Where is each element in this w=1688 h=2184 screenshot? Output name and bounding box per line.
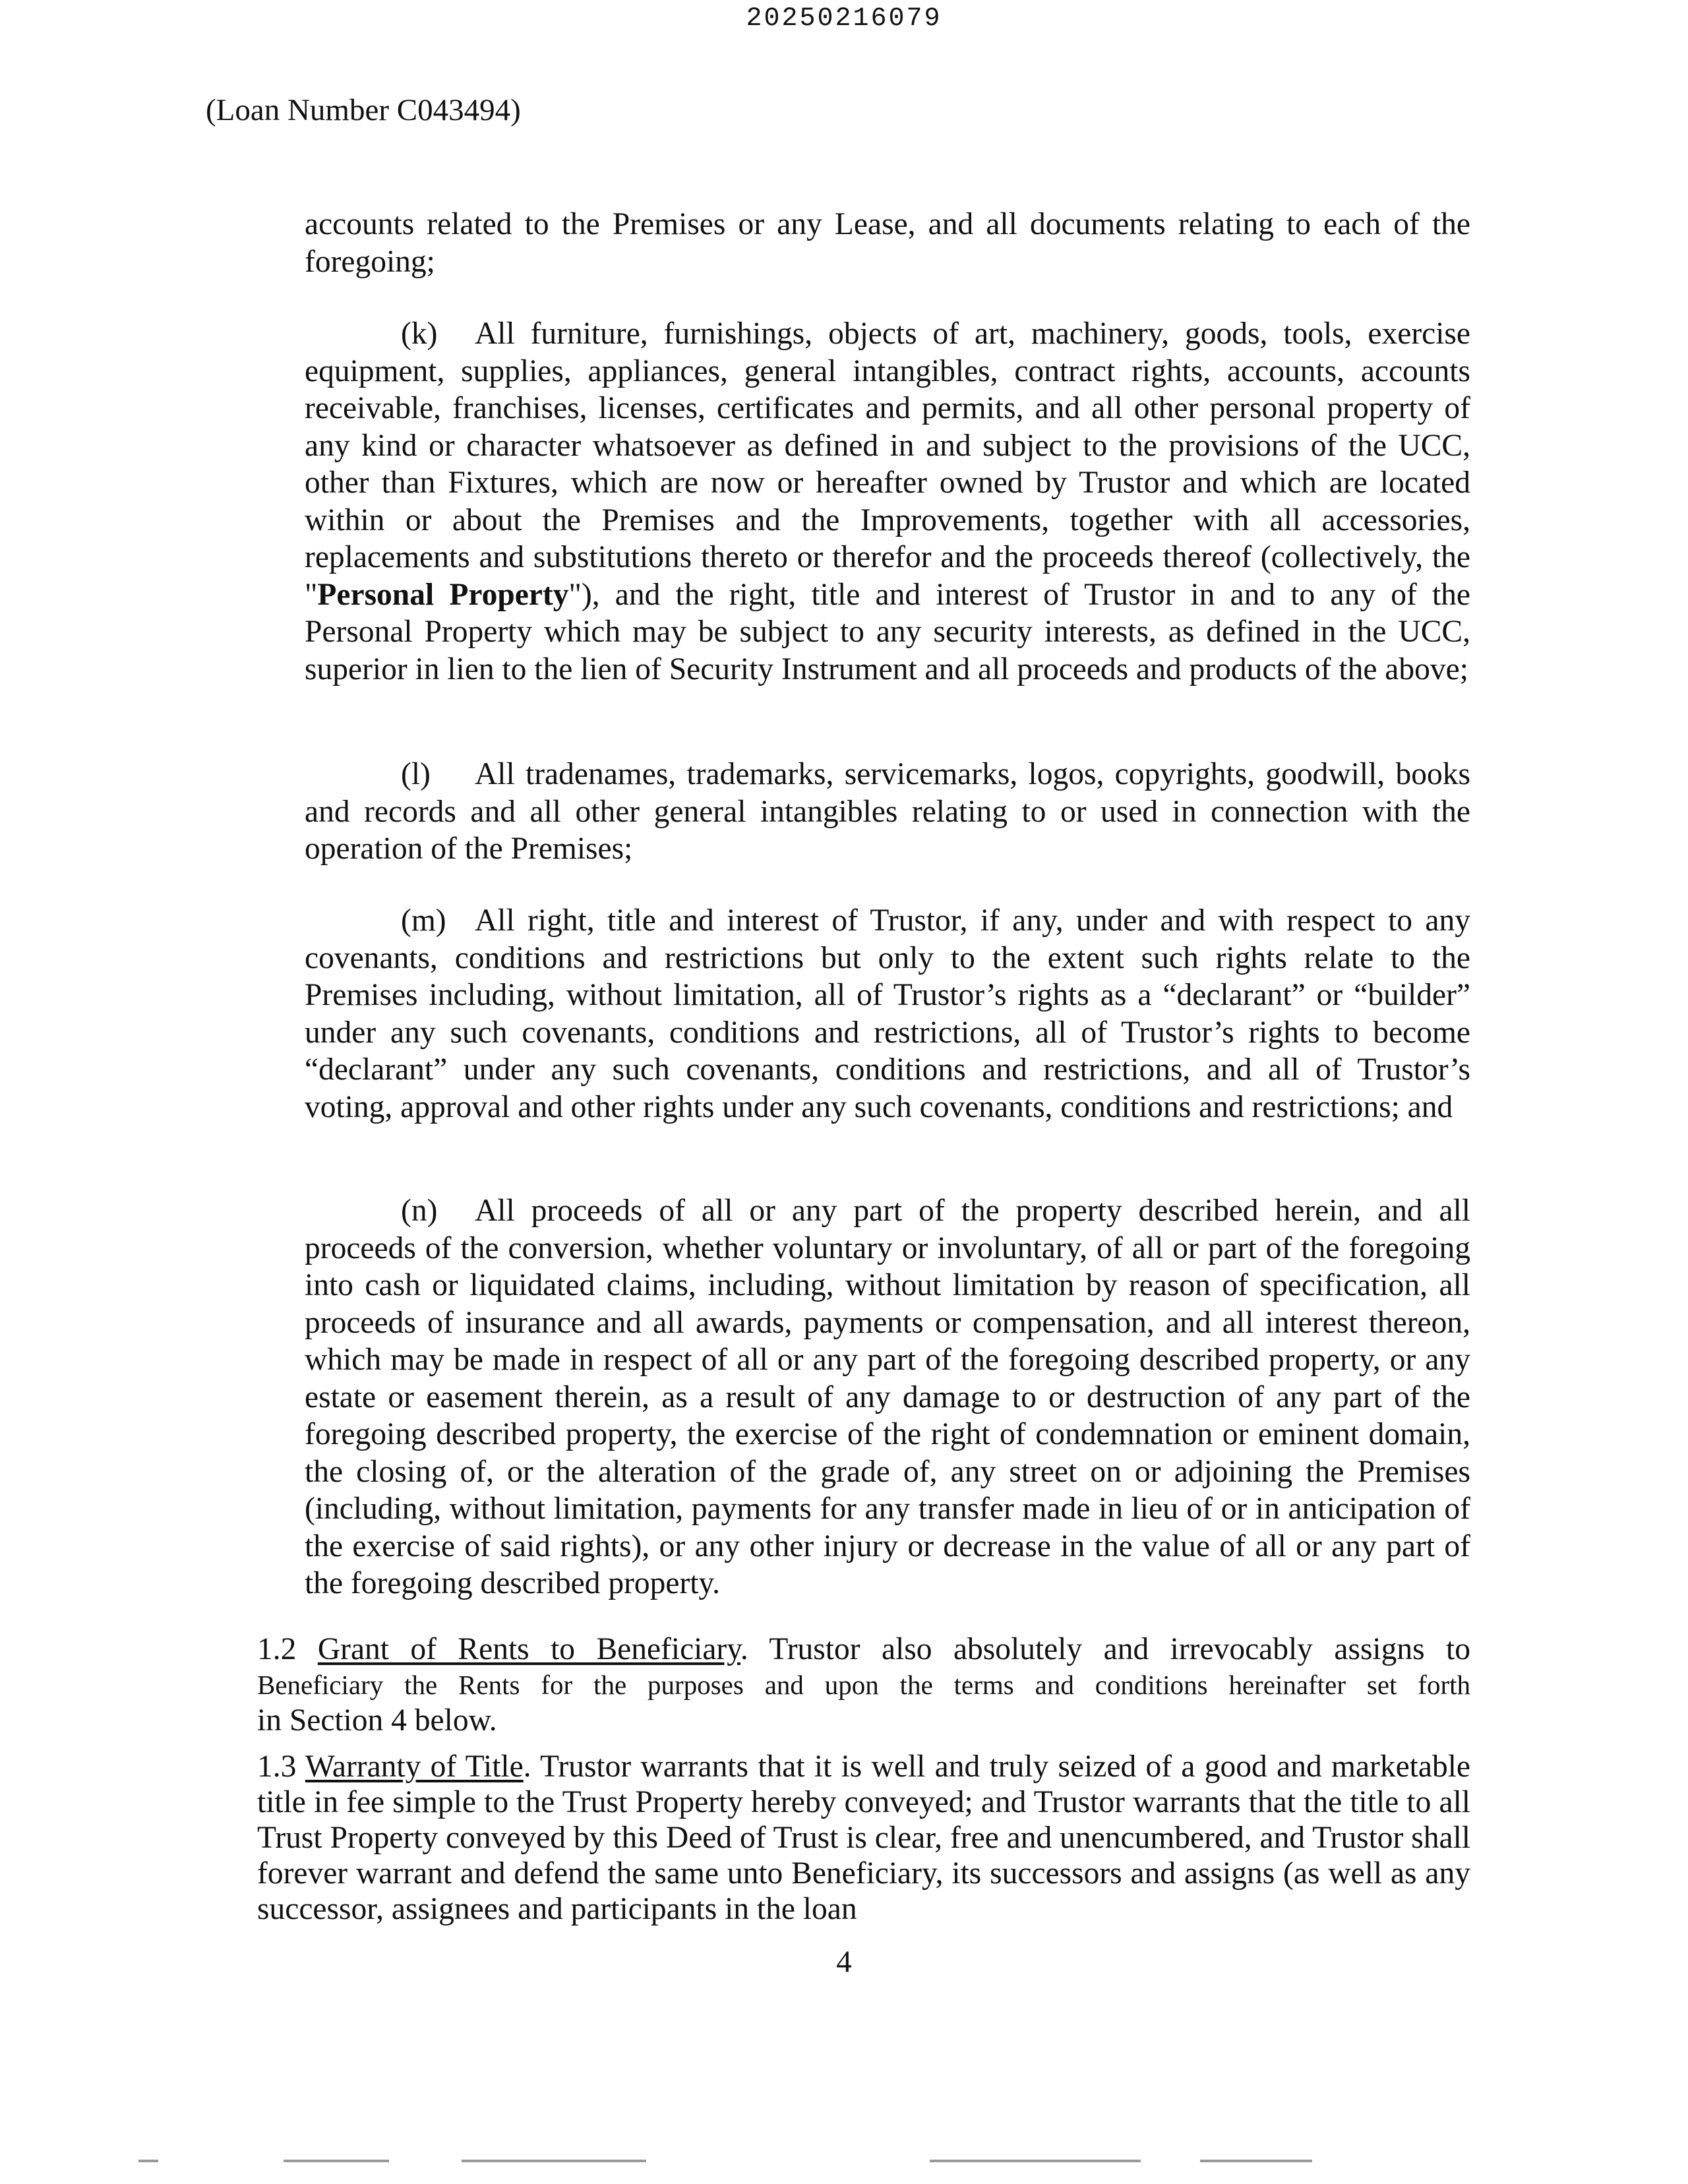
scan-artifact-mark [1200, 2160, 1312, 2162]
clause-k-text-1: All furniture, furnishings, objects of art, machinery, goods, tools, exercise equipment, supplies, appliances, general intangibles, contract rights, accounts, accounts receivable, franchises, licenses, certificates and permits, and all other personal property of any kind or character whatsoever as defined in and subject to the provisions of the UCC, other than Fixtures, which are now or hereafter owned by Trustor and which are located within or about the Premises and the Improvements, together with all accessories, replacements and substitutions thereto or therefor and the proceeds thereof (collectively, the " [305, 317, 1470, 612]
clause-l [305, 756, 1470, 868]
section-1-2-line-2: Beneficiary the Rents for the purposes and upon the terms and conditions hereinafter set forth [257, 1670, 1470, 1700]
clause-m [305, 902, 1470, 1126]
scan-artifact-mark [138, 2160, 158, 2162]
continuation-paragraph: accounts related to the Premises or any Lease, and all documents relating to each of the foregoing; [305, 207, 1470, 279]
defined-term-personal-property: Personal Property [317, 577, 569, 612]
clause-m-text: All right, title and interest of Trustor, if any, under and with respect to any covenants, conditions and restrictions but only to the extent such rights relate to the Premises including, without limitation, all of Trustor’s rights as a “declarant” or “builder” under any such covenants, conditions and restrictions, all of Trustor’s rights to become “declarant” under any such covenants, conditions and restrictions, and all of Trustor’s voting, approval and other rights under any such covenants, conditions and restrictions; and [305, 903, 1470, 1124]
loan-number-header: (Loan Number C043494) [206, 93, 521, 127]
clause-m-label: (m) [401, 903, 446, 938]
scan-artifact-mark [930, 2160, 1141, 2162]
scan-artifact-mark [462, 2160, 646, 2162]
clause-k [305, 315, 1470, 688]
section-1-3-text: . Trustor warrants that it is well and truly seized of a good and marketable title in fee simple to the Trust Property hereby conveyed; and Trustor warrants that the title to all Trust Property conveyed by this Deed of Trust is clear, free and unencumbered, and Trustor shall forever warrant and defend the same unto Beneficiary, its successors and assigns (as well as any successor, assignees and participants in the loan [257, 1749, 1470, 1926]
section-1-3-number: 1.3 [257, 1749, 297, 1784]
clause-l-label: (l) [401, 757, 431, 791]
clause-n-text: All proceeds of all or any part of the property described herein, and all proceeds of the conversion, whether voluntary or involuntary, of all or part of the foregoing into cash or liquidated claims, including, without limitation by reason of specification, all proceeds of insurance and all awards, payments or compensation, and all interest thereon, which may be made in respect of all or any part of the foregoing described property, or any estate or easement therein, as a result of any damage to or destruction of any part of the foregoing described property, the exercise of the right of condemnation or eminent domain, the closing of, or the alteration of the grade of, any street on or adjoining the Premises (including, without limitation, payments for any transfer made in lieu of or in anticipation of the exercise of said rights), or any other injury or decrease in the value of all or any part of the foregoing described property. [305, 1194, 1470, 1600]
clause-n [305, 1192, 1470, 1602]
clause-k-text-2: "), and the right, title and interest of Trustor in and to any of the Personal Property which may be subject to any security interests, as defined in the UCC, superior in lien to the lien of Security Instrument and all proceeds and products of the above; [305, 577, 1471, 686]
scan-artifact-mark [284, 2160, 389, 2162]
clause-k-label: (k) [401, 317, 438, 351]
section-1-2-heading: Grant of Rents to Beneficiary [317, 1632, 740, 1666]
section-1-2-text-1: . Trustor also absolutely and irrevocably assigns to [740, 1632, 1471, 1666]
section-1-2-line-3: in Section 4 below. [257, 1703, 497, 1738]
clause-n-label: (n) [401, 1194, 438, 1228]
section-1-2 [257, 1631, 1470, 1738]
recording-number: 20250216079 [746, 4, 942, 34]
section-1-2-line-1 [257, 1631, 1470, 1667]
section-1-2-number: 1.2 [257, 1632, 297, 1666]
section-1-3 [257, 1749, 1470, 1927]
page-number: 4 [836, 1945, 852, 1979]
section-1-3-heading: Warranty of Title [305, 1749, 524, 1784]
clause-l-text: All tradenames, trademarks, servicemarks, logos, copyrights, goodwill, books and records and all other general intangibles relating to or used in connection with the operation of the Premises; [305, 757, 1470, 866]
